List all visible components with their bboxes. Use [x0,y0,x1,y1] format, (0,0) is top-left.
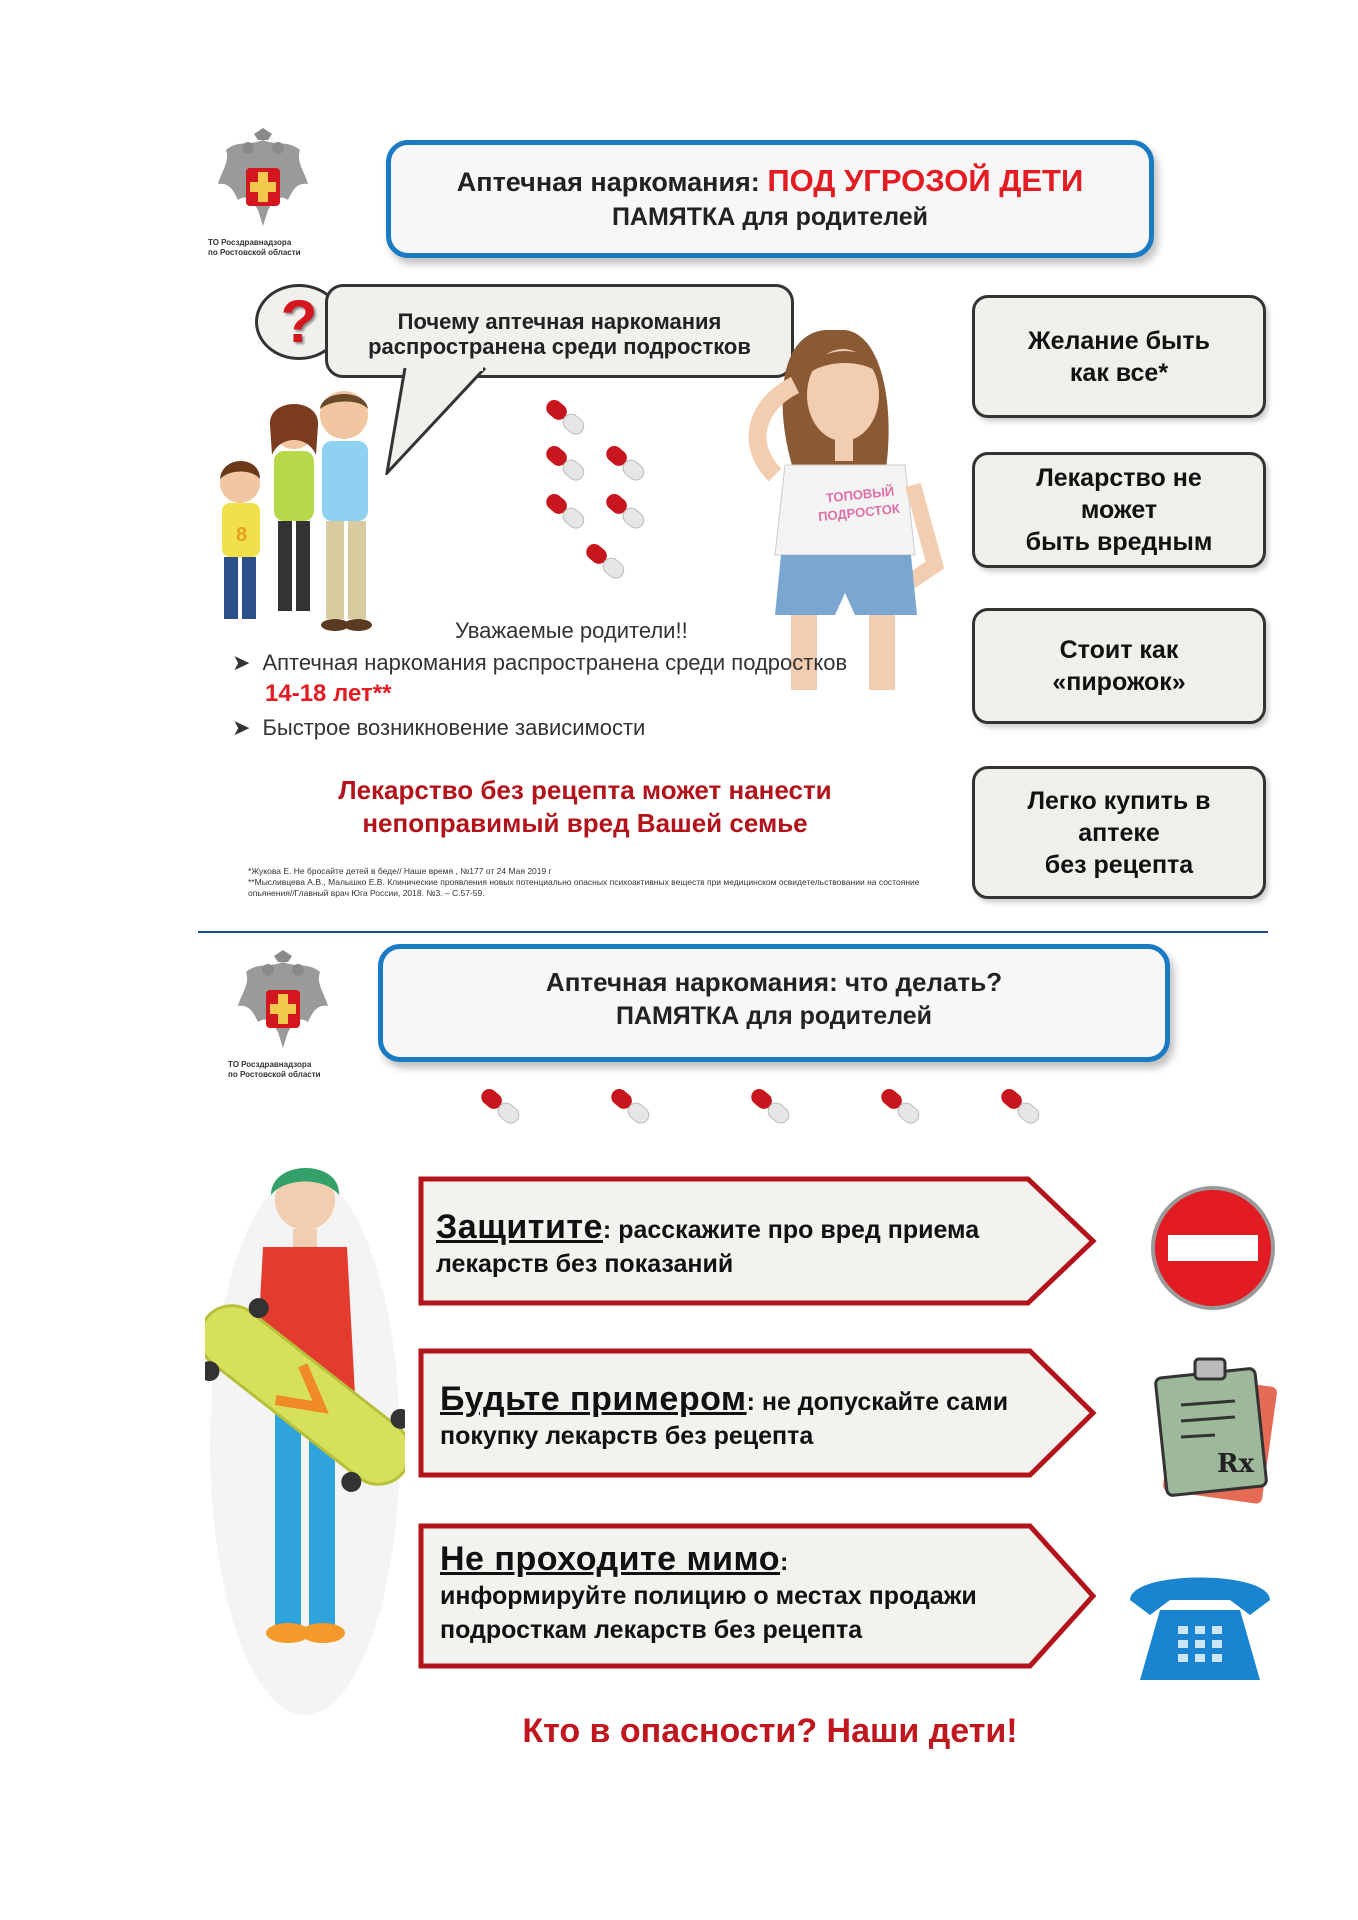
question-bubble-text: Почему аптечная наркомания распространена среди подростков [368,309,751,359]
teen-skater-illustration [205,1155,405,1715]
greeting: Уважаемые родители!! [455,618,688,643]
reason-3-line2: «пирожок» [1052,668,1186,696]
reason-box-2 [972,452,1266,568]
references [248,866,948,899]
reason-2-line1: Лекарство не [1036,464,1202,492]
reason-4-line2: аптеке [1078,818,1160,847]
emblem-logo-top [208,128,328,238]
rx-text: Rx [1217,1449,1255,1479]
no-entry-sign-icon [1148,1183,1278,1313]
title2-line1: Аптечная наркомания: что делать? [545,967,1003,997]
title-line2-bold: ПАМЯТКА [611,203,736,231]
org-label-bottom: ТО Росздравнадзора по Ростовской области [228,1060,321,1079]
action-3-head: Не проходите мимо [440,1540,781,1578]
reference-2: **Мысливцева А.В., Малышко Е.В. Клинические проявления новых потенциально опасных психоактивных веществ при медицинском освидетельствовании на состояние опьянения//Главный врач Юга России, 2018. №3. – С.57-59. [248,877,920,898]
reason-box-3 [972,608,1266,724]
action-1: Защитите: расскажите про вред приема лекарств без показаний [436,1208,980,1278]
shirt-text-line2: ПОДРОСТОК [817,500,901,525]
reason-box-1 [972,295,1266,418]
title2-line2-rest: для родителей [746,1002,933,1030]
footer-slogan: Кто в опасности? Наши дети! [522,1712,1018,1750]
double-headed-eagle-icon [228,950,338,1060]
action-3-text: информируйте полицию о местах продажи подросткам лекарств без рецепта [440,1582,977,1644]
bullet-1-age: 14-18 лет** [265,680,392,707]
header-title-box-2 [378,944,1170,1062]
teen-girl-illustration [735,325,960,690]
title-prefix: Аптечная наркомания: [456,167,760,197]
title-line2-rest: для родителей [742,203,929,231]
svg-text:8: 8 [236,524,248,546]
action-3: Не проходите мимо: информируйте полицию о местах продажи подросткам лекарств без рецепта [440,1542,1040,1647]
question-mark-icon: ? [280,288,318,355]
bubble-tail [385,365,505,475]
arrow-bullet-icon: ➤ [232,715,251,740]
action-1-head: Защитите [436,1208,603,1246]
title2-line2-bold: ПАМЯТКА [615,1002,740,1030]
org-label-top: ТО Росздравнадзора по Ростовской области [208,238,301,257]
pills-row [470,1080,1070,1140]
double-headed-eagle-icon [208,128,318,238]
action-1-text: расскажите про вред приема лекарств без показаний [436,1216,980,1278]
action-2-head: Будьте примером [440,1380,747,1418]
reason-1-line2: как все* [1069,358,1169,387]
header-title-box-1 [386,140,1154,258]
pills-illustration [535,395,695,595]
family-illustration [212,385,382,635]
reason-box-4 [972,766,1266,899]
telephone-icon [1120,1560,1280,1690]
warning-text [255,774,915,840]
title-highlight: ПОД УГРОЗОЙ ДЕТИ [767,163,1084,198]
action-2: Будьте примером: не допускайте сами покупку лекарств без рецепта [440,1380,1009,1450]
bullet-2 [232,715,952,741]
shirt-text-line1: ТОПОВЫЙ [825,483,895,506]
bullet-1 [232,650,952,676]
action-2-text: не допускайте сами покупку лекарств без рецепта [440,1388,1009,1450]
reason-3-line1: Стоит как [1059,636,1179,664]
reason-4-line1: Легко купить в [1027,786,1211,815]
reason-1-line1: Желание быть [1027,326,1210,355]
bullet-2-text: Быстрое возникновение зависимости [262,715,646,740]
bullet-1-text: Аптечная наркомания распространена среди подростков [262,650,848,675]
question-bubble [325,284,794,378]
prescription-board [1145,1355,1285,1505]
prescription-clipboard-icon [1145,1355,1285,1505]
reason-4-line3: без рецепта [1044,850,1194,879]
section-divider [198,931,1268,933]
reason-2-line3: быть вредным [1025,528,1213,556]
warning-line1: Лекарство без рецепта может нанести [338,775,832,805]
arrow-bullet-icon: ➤ [232,650,251,675]
warning-line2: непоправимый вред Вашей семье [362,808,808,838]
reason-2-line2: может [1080,496,1158,524]
emblem-logo-bottom [228,950,348,1060]
reference-1: *Жукова Е. Не бросайте детей в беде// Наше время , №177 от 24 Мая 2019 г [248,866,552,876]
